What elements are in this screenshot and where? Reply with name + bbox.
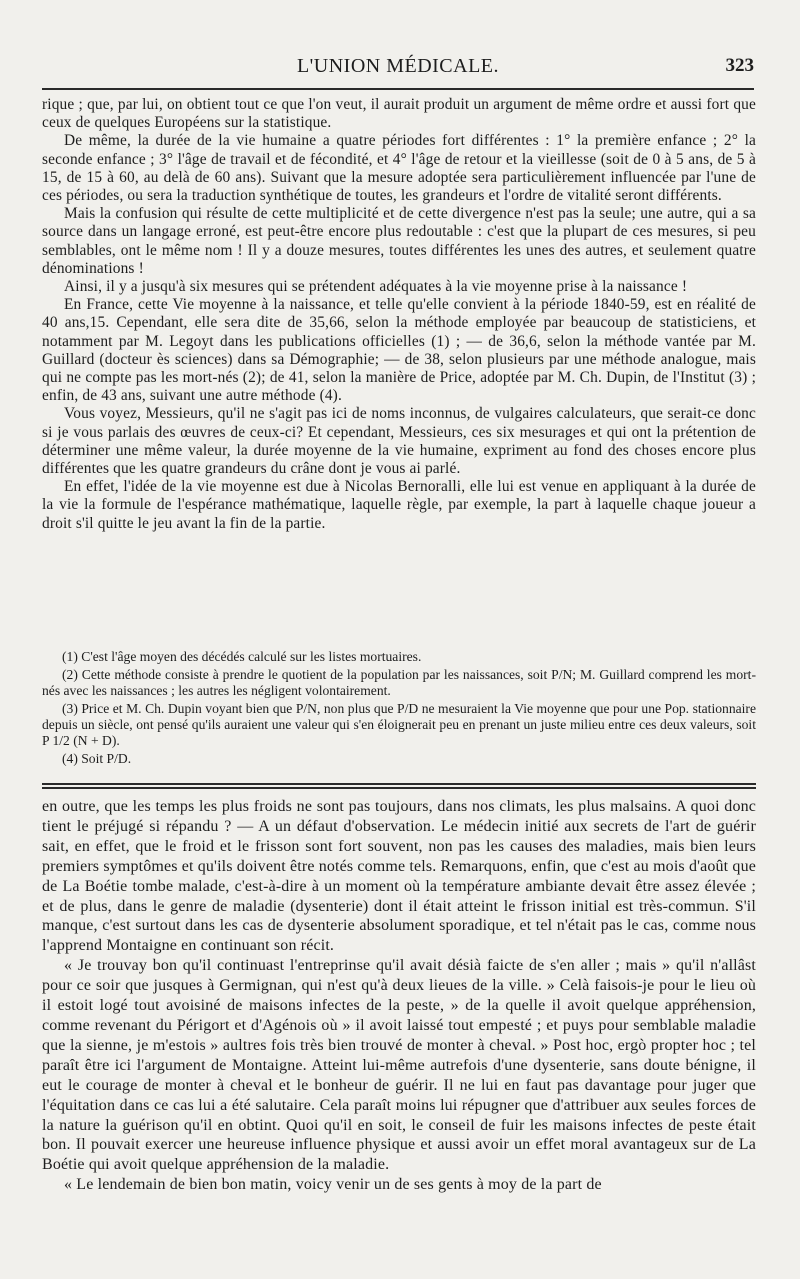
feuilleton-text [42, 797, 756, 1195]
paragraph: en outre, que les temps les plus froids ne sont pas toujours, dans nos climats, les plus malsains. A quoi donc tient le préjugé si répandu ? — A un défaut d'observation. Le médecin initié aux secrets de l'art de guérir sait, en effet, que le froid et le frisson sont fort souvent, non pas les causes des maladies, mais bien leurs premiers symptômes et qu'ils doivent être notés comme tels. Remarquons, enfin, que c'est au mois d'août que de La Boétie tombe malade, c'est-à-dire à un moment où la température ambiante devait être assez élevée ; et de plus, dans le genre de maladie (dysenterie) dont il était atteint le frisson initial est très-commun. S'il manque, c'est surtout dans les cas de dysenterie absolument sporadique, et tel n'était pas le cas, comme nous l'apprend Montaigne en continuant son récit. [42, 798, 756, 955]
section-divider-bottom [42, 787, 756, 789]
footnote: (2) Cette méthode consiste à prendre le quotient de la population par les naissances, soit P/N; M. Guillard comprend les mort-nés avec les naissances ; les autres les négligent volontairement. [42, 667, 756, 698]
header-rule [42, 88, 754, 90]
footnotes [42, 649, 756, 769]
paragraph: Ainsi, il y a jusqu'à six mesures qui se prétendent adéquates à la vie moyenne prise à la naissance ! [64, 278, 688, 296]
paragraph: Mais la confusion qui résulte de cette multiplicité et de cette divergence n'est pas la seule; une autre, qui a sa source dans un langage erroné, est peut-être encore plus redoutable : c'est que la plupart de ces mesures, si peu semblables, ont le même nom ! Il y a douze mesures, toutes différentes les unes des autres, et seulement quatre dénominations ! [42, 205, 756, 277]
section-divider-top [42, 783, 756, 785]
journal-title: L'UNION MÉDICALE. [296, 55, 500, 77]
paragraph: « Je trouvay bon qu'il continuast l'entreprinse qu'il avait désià faicte de s'en aller ; mais » qu'il n'allâst pour ce soir que jusques à Germignan, qui n'est qu'à deux lieues de la ville. » Celà faisois-je pour le lieu où il estoit logé tout avoisiné de maisons infectes de la peste, » de la quelle il avoit quelque appréhension, comme revenant du Périgort et d'Agénois où » il avoit laissé tout empesté ; et puys pour semblable maladie que la sienne, je m'estois » aultres fois très bien trouvé de monter à cheval. » Post hoc, ergò propter hoc ; tel paraît être ici l'argument de Montaigne. Atteint lui-même autrefois d'une dysenterie, sans doute bénigne, il eut le courage de monter à cheval et le bonheur de guérir. Il ne lui en faut pas davantage pour juger que l'équitation dans ce cas lui a été salutaire. Cela paraît moins lui répugner que d'attribuer aux seules forces de la nature la guérison qu'il en obtint. Quoi qu'il en soit, le conseil de fuir les maisons infectes de peste était bon. Il pouvait exercer une heureuse influence physique et aussi avoir un effet moral avantageux sur de La Boétie qui avoit quelque appréhension de la maladie. [42, 957, 756, 1174]
paragraph: En effet, l'idée de la vie moyenne est due à Nicolas Bernoralli, elle lui est venue en appliquant à la durée de la vie la formule de l'espérance mathématique, laquelle règle, par exemple, la part à laquelle chaque joueur a droit s'il quitte le jeu avant la fin de la partie. [42, 478, 756, 532]
paragraph: « Le lendemain de bien bon matin, voicy venir un de ses gents à moy de la part de [64, 1176, 602, 1194]
paragraph: En France, cette Vie moyenne à la naissance, et telle qu'elle convient à la période 1840-59, est en réalité de 40 ans,15. Cependant, elle sera dite de 35,66, selon la méthode employée par beaucoup de statisticiens, et notamment par M. Legoyt dans les publications officielles (1) ; — de 36,6, selon la méthode vantée par M. Guillard (docteur ès sciences) dans sa Démographie; — de 38, selon plusieurs par une méthode analogue, mais qui ne compte pas les mort-nés (2); de 41, selon la manière de Price, adoptée par M. Ch. Dupin, de l'Institut (3) ; enfin, de 43 ans, suivant une autre méthode (4). [42, 296, 756, 405]
page-number: 323 [725, 55, 754, 76]
paragraph: rique ; que, par lui, on obtient tout ce que l'on veut, il aurait produit un argument de même ordre et aussi fort que ceux de quelques Européens sur la statistique. [42, 96, 756, 132]
footnote: (3) Price et M. Ch. Dupin voyant bien que P/N, non plus que P/D ne mesuraient la Vie moyenne que pour une Pop. stationnaire depuis un siècle, ont pensé qu'ils auraient une valeur qui s'en éloignerait peu en prenant un juste milieu entre ces deux valeurs, soit P 1/2 (N + D). [42, 701, 756, 748]
paragraph: De même, la durée de la vie humaine a quatre périodes fort différentes : 1° la première enfance ; 2° la seconde enfance ; 3° l'âge de travail et de fécondité, et 4° l'âge de retour et la vieillesse (soit de 0 à 5 ans, de 5 à 15, de 15 à 60, au delà de 60 ans). Suivant que la mesure adoptée sera particulièrement influencée par l'une de ces périodes, ou sera la traduction synthétique de toutes, les grandeurs et l'ordre de vitalité seront différents. [42, 132, 756, 205]
paragraph: Vous voyez, Messieurs, qu'il ne s'agit pas ici de noms inconnus, de vulgaires calculateurs, que serait-ce donc si je vous parlais des œuvres de ceux-ci? Et cependant, Messieurs, ces six mesurages et qui ont la prétention de déterminer une même valeur, la durée moyenne de la vie humaine, expriment au fond des choses encore plus différentes que les quatre grandeurs du crâne dont je vous ai parlé. [42, 405, 756, 478]
page-header [42, 55, 754, 85]
footnote: (1) C'est l'âge moyen des décédés calculé sur les listes mortuaires. [62, 649, 422, 664]
article-upper-text [42, 96, 756, 533]
footnote: (4) Soit P/D. [62, 751, 132, 766]
